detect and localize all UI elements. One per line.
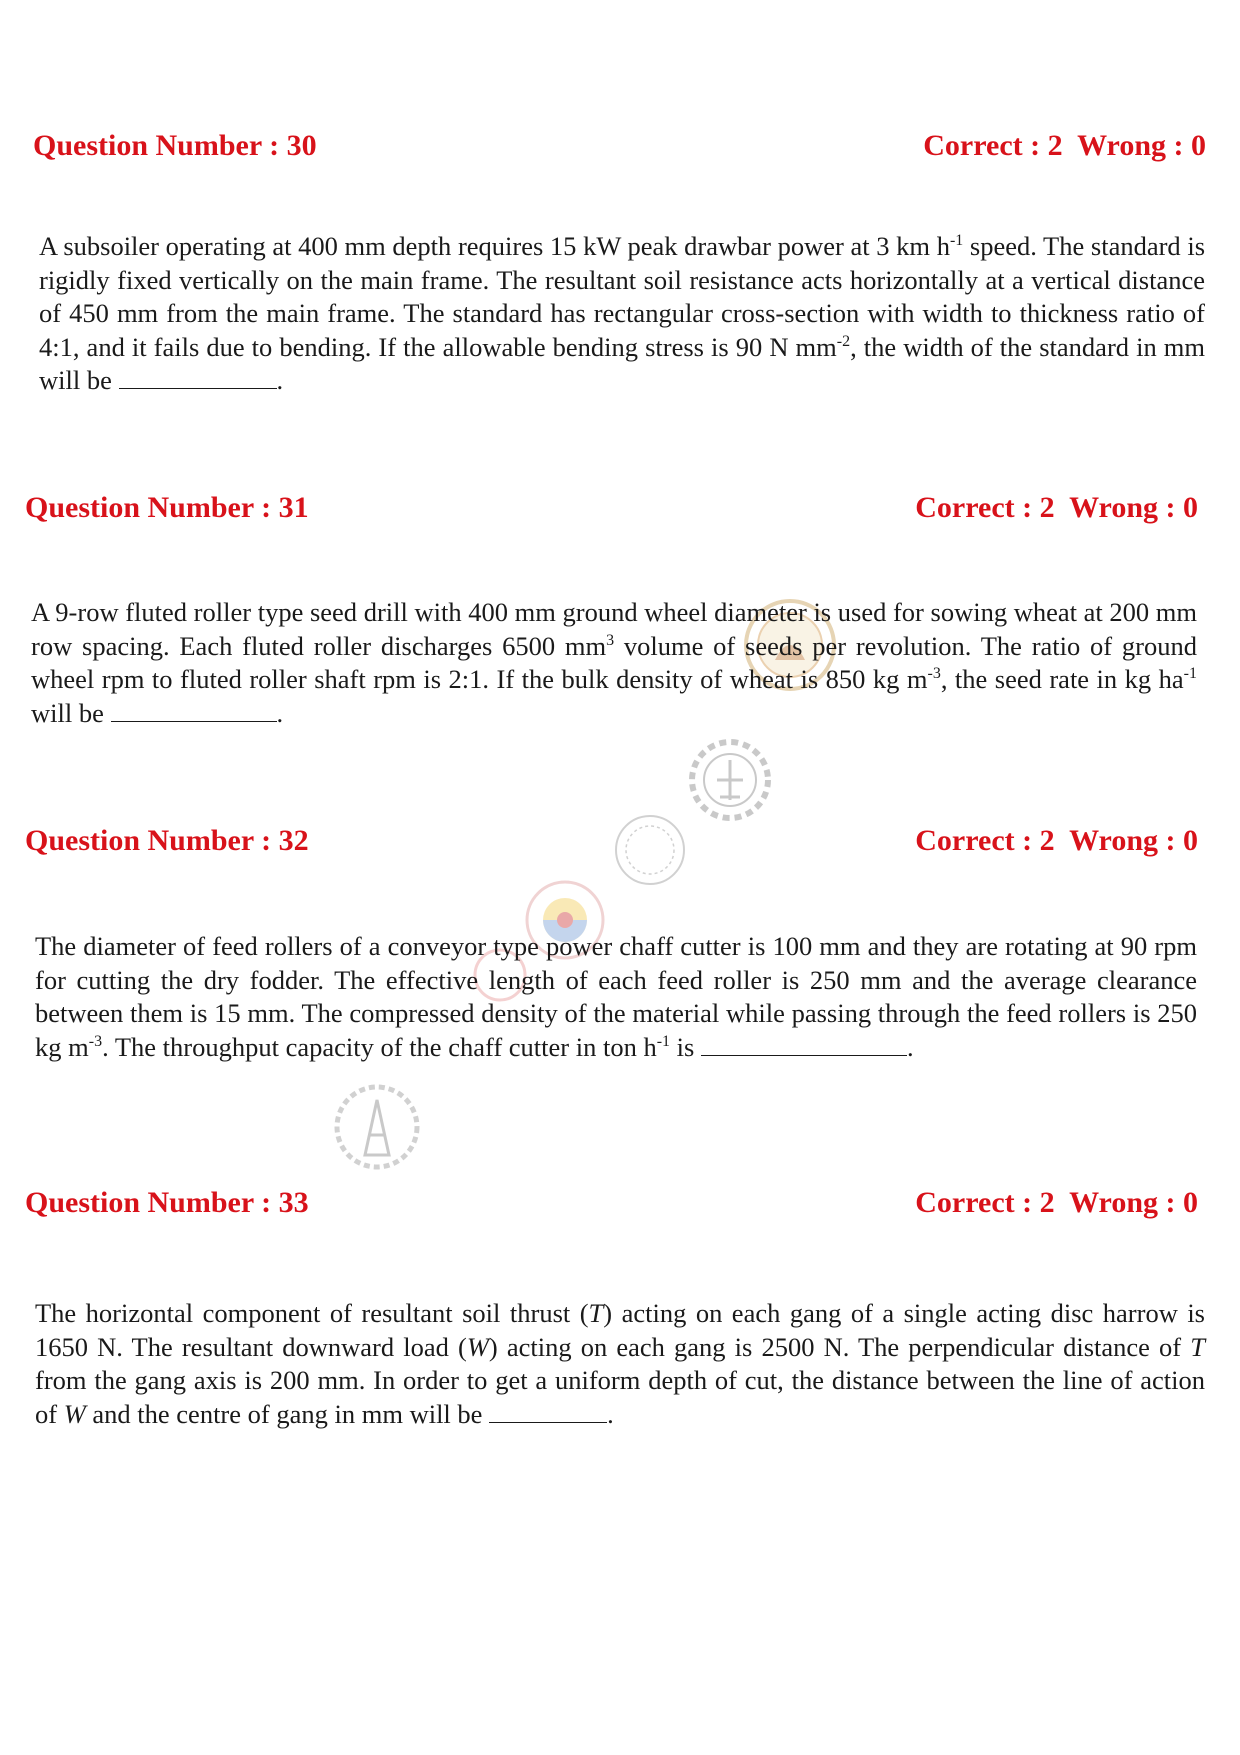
wrong-marks: Wrong : 0 (1069, 1186, 1198, 1219)
marks-info (915, 821, 1200, 861)
marks-info (915, 1183, 1200, 1223)
question-header (25, 1183, 1200, 1223)
marks-info (915, 488, 1200, 528)
correct-marks: Correct : 2 (915, 1186, 1055, 1219)
question-header (25, 821, 1200, 861)
correct-marks: Correct : 2 (923, 129, 1063, 162)
question-block-32 (25, 821, 1200, 861)
question-text-30: A subsoiler operating at 400 mm depth requires 15 kW peak drawbar power at 3 km $h^{-1}$ speed. The standard is rigidly fixed vertically on the main frame. The resultant soil resistance acts horizontally at a vertical distance of 450 mm from the main frame. The standard has rectangular cross-section with width to thickness ratio of 4:1, and it fails due to bending. If the allowable bending stress is 90 N $mm^{-2}$, the width of the standard in mm will be . (39, 231, 1206, 395)
question-header (25, 488, 1200, 528)
question-block-30 (33, 126, 1208, 166)
answer-blank (111, 699, 277, 722)
question-number: Question Number : 32 (25, 824, 309, 857)
question-text-33: The horizontal component of resultant soil thrust (T) acting on each gang of a single acting disc harrow is 1650 N. The resultant downward load (W) acting on each gang is 2500 N. The perpendicular distance of T from the gang axis is 200 mm. In order to get a uniform depth of cut, the distance between the line of action of W and the centre of gang in mm will be . (35, 1298, 1206, 1429)
question-text-31: A 9-row fluted roller type seed drill with 400 mm ground wheel diameter is used for sowing wheat at 200 mm row spacing. Each fluted roller discharges 6500 $mm^3$ volume of seeds per revolution. The ratio of ground wheel rpm to fluted roller shaft rpm is 2:1. If the bulk density of wheat is 850 kg $m^{-3}$, the seed rate in kg $ha^{-1}$ will be . (31, 597, 1198, 728)
gear-seal-icon (685, 735, 775, 825)
wrong-marks: Wrong : 0 (1077, 129, 1206, 162)
correct-marks: Correct : 2 (915, 491, 1055, 524)
question-text-32: The diameter of feed rollers of a conveyor type power chaff cutter is 100 mm and they are rotating at 90 rpm for cutting the dry fodder. The effective length of each feed roller is 250 mm and the average clearance between them is 15 mm. The compressed density of the material while passing through the feed rollers is 250 kg $m^{-3}$. The throughput capacity of the chaff cutter in ton $h^{-1}$ is . (35, 931, 1197, 1062)
question-number: Question Number : 31 (25, 491, 309, 524)
question-block-33 (25, 1183, 1200, 1223)
marks-info (923, 126, 1208, 166)
question-number: Question Number : 33 (25, 1186, 309, 1219)
tower-seal-icon (330, 1080, 425, 1175)
wrong-marks: Wrong : 0 (1069, 491, 1198, 524)
question-block-31 (25, 488, 1200, 528)
question-number: Question Number : 30 (33, 129, 317, 162)
answer-blank (701, 1033, 907, 1056)
question-header (33, 126, 1208, 166)
correct-marks: Correct : 2 (915, 824, 1055, 857)
answer-blank (489, 1400, 607, 1423)
answer-blank (119, 366, 277, 389)
wrong-marks: Wrong : 0 (1069, 824, 1198, 857)
